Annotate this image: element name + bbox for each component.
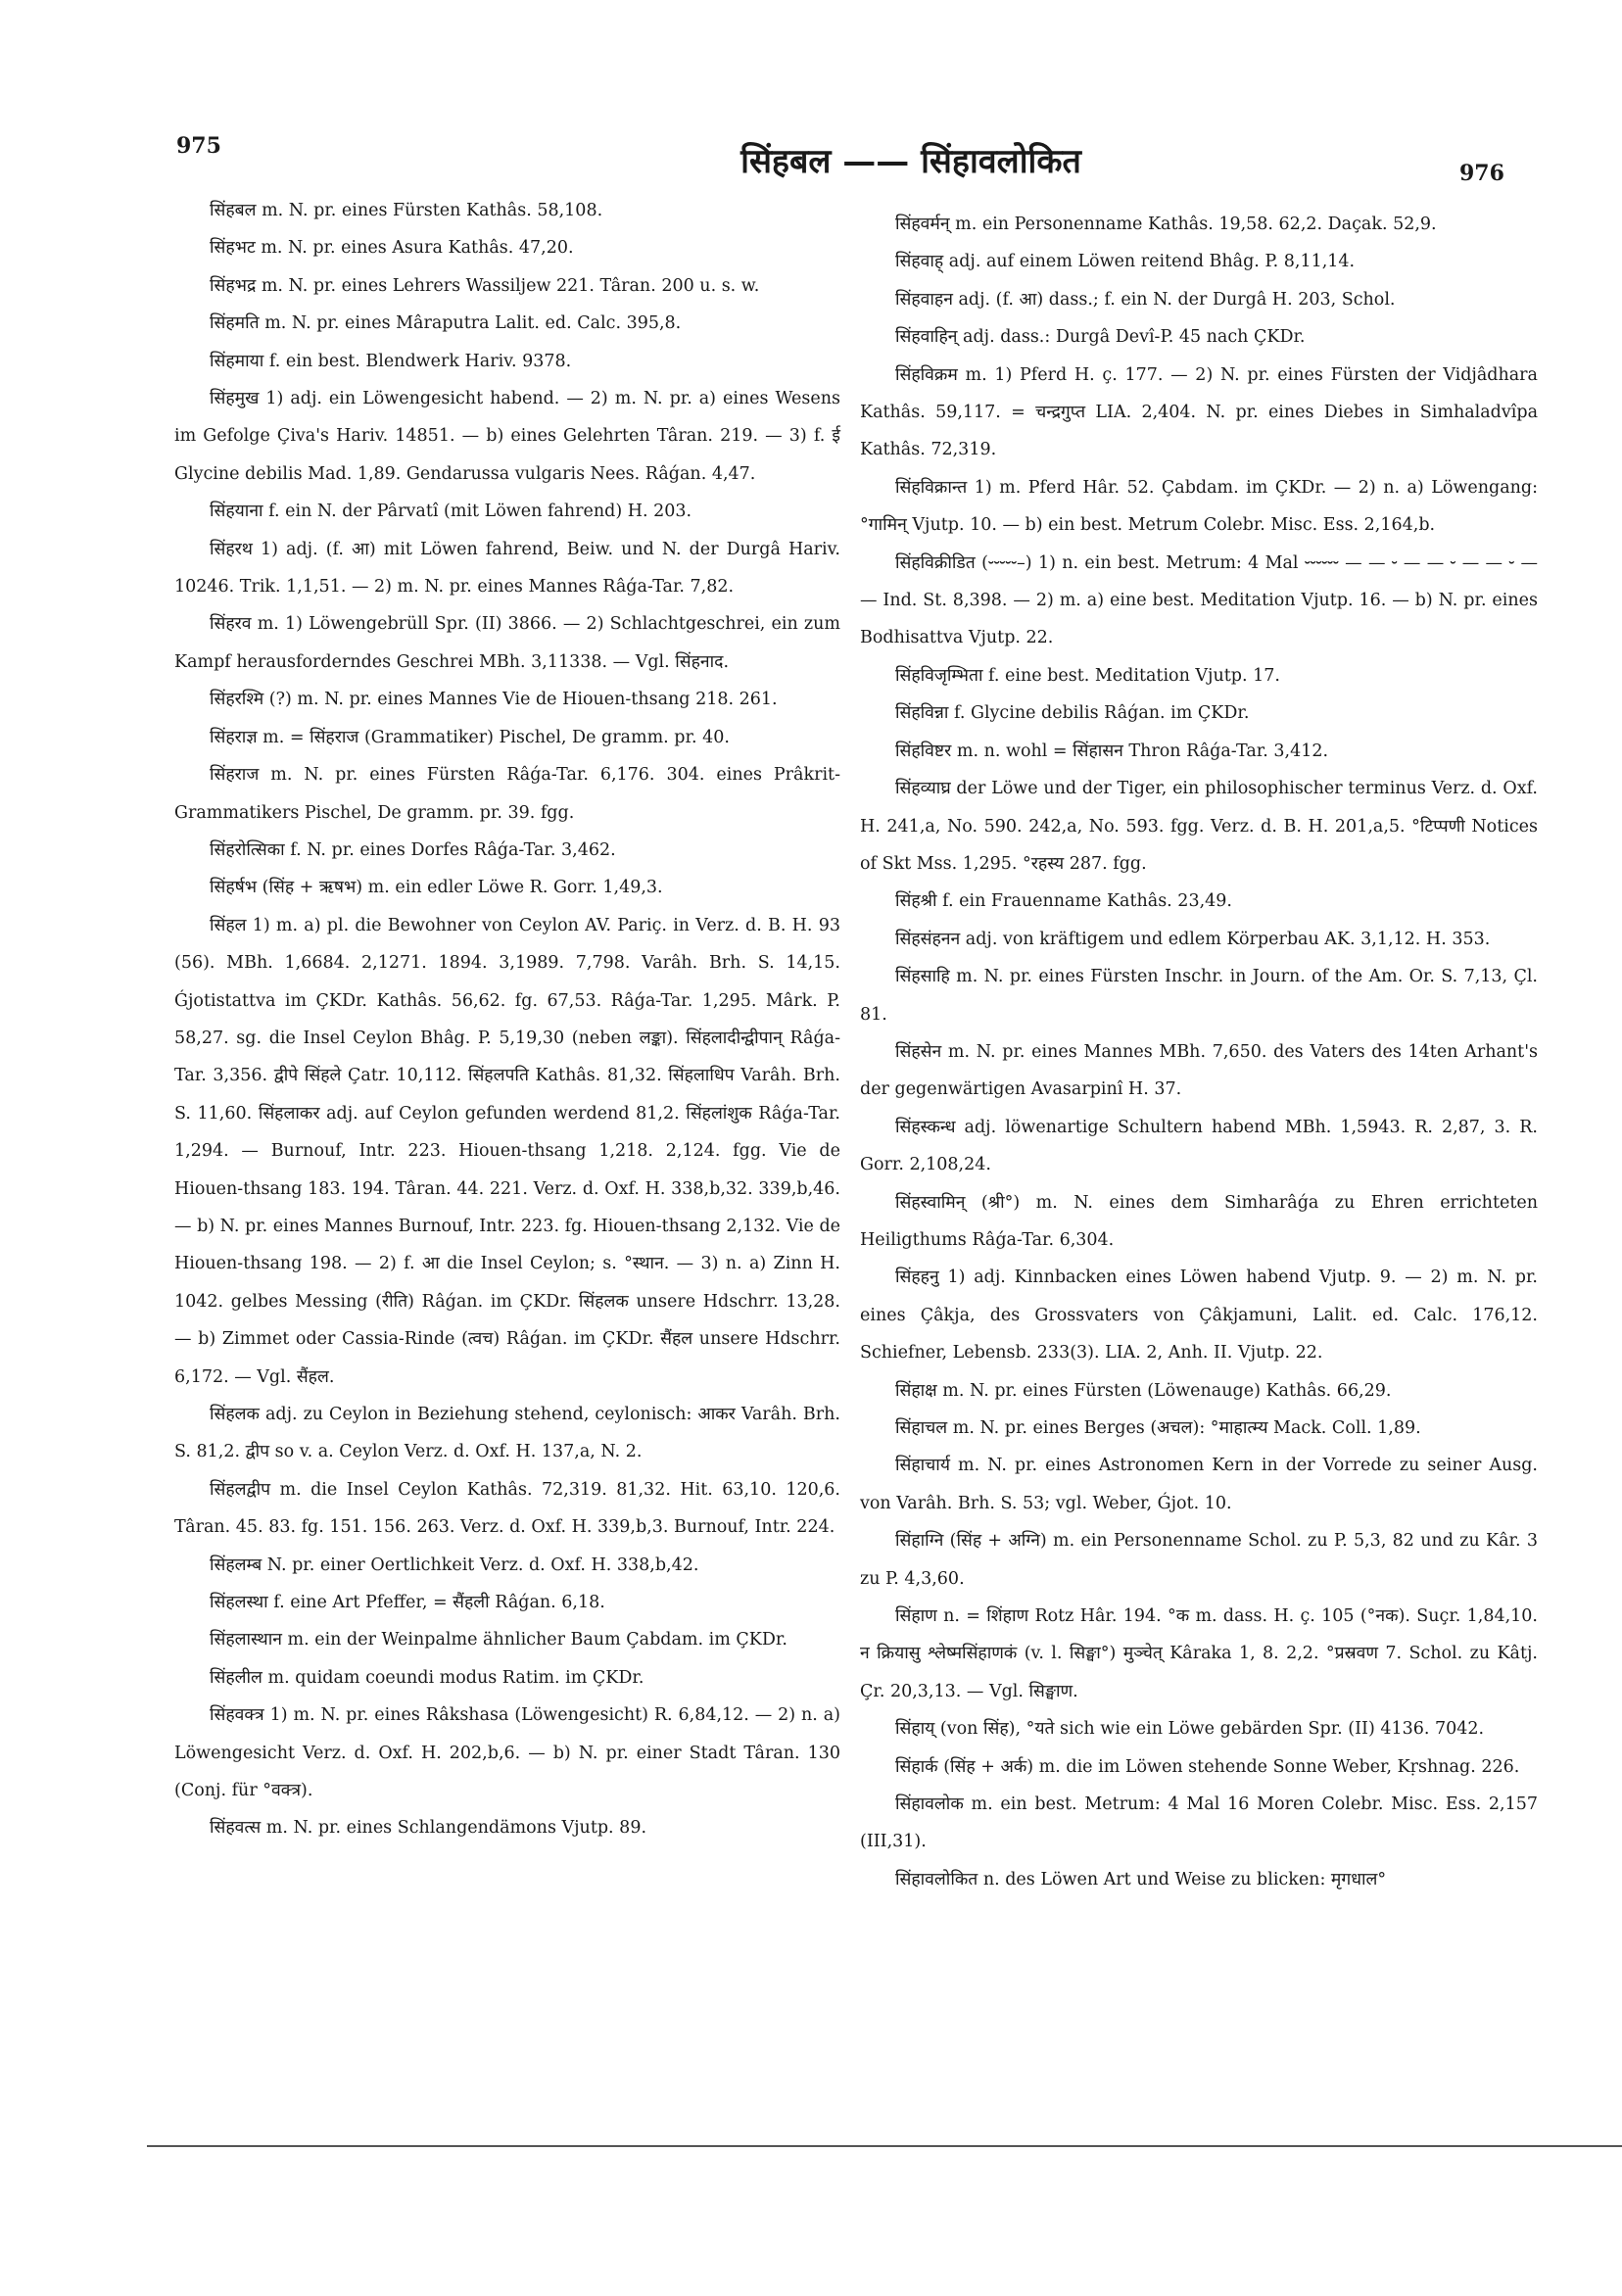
dictionary-entry: सिंहसंहनन adj. von kräftigem und edlem Körperbau AK. 3,1,12. H. 353. [895, 929, 1491, 949]
dictionary-entry: सिंहवाहन adj. (f. आ) dass.; f. ein N. der Durgâ H. 203, Schol. [895, 289, 1396, 310]
dictionary-entry: सिंहाग्नि (सिंह + अग्नि) m. ein Personenname Schol. zu P. 5,3, 82 und zu Kâr. 3 zu P. 4,3,60. [860, 1531, 1538, 1589]
dictionary-entry: सिंहमाया f. ein best. Blendwerk Hariv. 9378. [210, 351, 572, 371]
dictionary-entry: सिंहार्क (सिंह + अर्क) m. die im Löwen stehende Sonne Weber, Kṛshnag. 226. [895, 1756, 1520, 1777]
dictionary-entry: सिंहश्री f. ein Frauenname Kathâs. 23,49. [895, 891, 1232, 912]
dictionary-entry: सिंहल 1) m. a) pl. die Bewohner von Ceylon AV. Pariç. in Verz. d. B. H. 93 (56). MBh. 1,6684. 2,1271. 1894. 3,1989. 7,798. Varâh. Brh. S. 14,15. Ǵjotistattva im ÇKDr. Kathâs. 56,62. fg. 67,53. Râǵa-Tar. 1,295. Mârk. P. 58,27. sg. die Insel Ceylon Bhâg. P. 5,19,30 (neben लङ्का). सिंहलादीन्द्वीपान् Râǵa-Tar. 3,356. द्वीपे सिंहले Çatr. 10,112. सिंहलपति Kathâs. 81,32. सिंहलाधिप Varâh. Brh. S. 11,60. सिंहलाकर adj. auf Ceylon gefunden werdend 81,2. सिंहलांशुक Râǵa-Tar. 1,294. — Burnouf, Intr. 223. Hiouen-thsang 1,218. 2,124. fgg. Vie de Hiouen-thsang 183. 194. Târan. 44. 221. Verz. d. Oxf. H. 338,b,32. 339,b,46. — b) N. pr. eines Mannes Burnouf, Intr. 223. fg. Hiouen-thsang 2,132. Vie de Hiouen-thsang 198. — 2) f. आ die Insel Ceylon; s. °स्थान. — 3) n. a) Zinn H. 1042. gelbes Messing (रीति) Râǵan. im ÇKDr. सिंहलक unsere Hdschrr. 13,28. — b) Zimmet oder Cassia-Rinde (त्वच) Râǵan. im ÇKDr. सैंहल unsere Hdschrr. 6,172. — Vgl. सैंहल. [174, 915, 840, 1387]
right-column [860, 206, 1538, 1898]
dictionary-entry: सिंहसेन m. N. pr. eines Mannes MBh. 7,650. des Vaters des 14ten Arhant's der gegenwärtigen Avasarpinî H. 37. [860, 1041, 1538, 1100]
dictionary-entry: सिंहलस्था f. eine Art Pfeffer, = सैंहली Râǵan. 6,18. [210, 1593, 605, 1613]
dictionary-entry: सिंहविक्रीडित (⏑⏑⏑⏑⏑–) 1) n. ein best. Metrum: 4 Mal ⏑⏑⏑⏑⏑⏑ — — ⏑ — — ⏑ — — ⏑ — — Ind. St. 8,398. — 2) m. a) eine best. Meditation Vjutp. 16. — b) N. pr. eines Bodhisattva Vjutp. 22. [860, 552, 1538, 648]
page-number-left: 975 [176, 133, 221, 159]
dictionary-entry: सिंहव्याघ्र der Löwe und der Tiger, ein philosophischer terminus Verz. d. Oxf. H. 241,a, No. 590. 242,a, No. 593. fgg. Verz. d. B. H. 201,a,5. °टिप्पणी Notices of Skt Mss. 1,295. °रहस्य 287. fgg. [860, 779, 1538, 874]
dictionary-entry: सिंहलद्वीप m. die Insel Ceylon Kathâs. 72,319. 81,32. Hit. 63,10. 120,6. Târan. 45. 83. fg. 151. 156. 263. Verz. d. Oxf. H. 339,b,3. Burnouf, Intr. 224. [174, 1479, 840, 1538]
left-column [174, 192, 840, 1847]
dictionary-entry: सिंहभद्र m. N. pr. eines Lehrers Wassiljew 221. Târan. 200 u. s. w. [210, 275, 760, 296]
dictionary-entry: सिंहयाना f. ein N. der Pârvatî (mit Löwen fahrend) H. 203. [210, 502, 692, 522]
dictionary-entry: सिंहरोत्सिका f. N. pr. eines Dorfes Râǵa-Tar. 3,462. [210, 839, 616, 860]
dictionary-entry: सिंहलील m. quidam coeundi modus Ratim. im ÇKDr. [210, 1667, 644, 1688]
dictionary-entry: सिंहावलोकित n. des Löwen Art und Weise zu blicken: मृगधाल° [895, 1869, 1387, 1889]
dictionary-entry: सिंहरव m. 1) Löwengebrüll Spr. (II) 3866. — 2) Schlachtgeschrei, ein zum Kampf herausforderndes Geschrei MBh. 3,11338. — Vgl. सिंहनाद. [174, 614, 840, 672]
dictionary-entry: सिंहवर्मन् m. ein Personenname Kathâs. 19,58. 62,2. Daçak. 52,9. [895, 215, 1437, 234]
dictionary-entry: सिंहरथ 1) adj. (f. आ) mit Löwen fahrend, Beiw. und N. der Durgâ Hariv. 10246. Trik. 1,1,51. — 2) m. N. pr. eines Mannes Râǵa-Tar. 7,82. [174, 539, 840, 598]
dictionary-entry: सिंहविजृम्भिता f. eine best. Meditation Vjutp. 17. [895, 665, 1280, 686]
dictionary-entry: सिंहाक्ष m. N. pr. eines Fürsten (Löwenauge) Kathâs. 66,29. [895, 1380, 1392, 1401]
dictionary-entry: सिंहवाह् adj. auf einem Löwen reitend Bhâg. P. 8,11,14. [895, 252, 1356, 272]
dictionary-entry: सिंहराज m. N. pr. eines Fürsten Râǵa-Tar. 6,176. 304. eines Prâkrit-Grammatikers Pischel, De gramm. pr. 39. fgg. [174, 765, 840, 823]
dictionary-entry: सिंहवक्त्र 1) m. N. pr. eines Râkshasa (Löwengesicht) R. 6,84,12. — 2) n. a) Löwengesicht Verz. d. Oxf. H. 202,b,6. — b) N. pr. einer Stadt Târan. 130 (Conj. für °वक्त्र). [174, 1705, 840, 1801]
dictionary-entry: सिंहलम्ब N. pr. einer Oertlichkeit Verz. d. Oxf. H. 338,b,42. [210, 1555, 699, 1575]
dictionary-entry: सिंहविन्ना f. Glycine debilis Râǵan. im ÇKDr. [895, 703, 1250, 724]
dictionary-entry: सिंहभट m. N. pr. eines Asura Kathâs. 47,20. [210, 238, 574, 259]
dictionary-entry: सिंहविक्रान्त 1) m. Pferd Hâr. 52. Çabdam. im ÇKDr. — 2) n. a) Löwengang: °गामिन् Vjutp. 10. — b) ein best. Metrum Colebr. Misc. Ess. 2,164,b. [860, 477, 1538, 536]
dictionary-entry: सिंहस्कन्ध adj. löwenartige Schultern habend MBh. 1,5943. R. 2,87, 3. R. Gorr. 2,108,24. [860, 1117, 1538, 1175]
dictionary-entry: सिंहविष्टर m. n. wohl = सिंहासन Thron Râǵa-Tar. 3,412. [895, 741, 1329, 761]
dictionary-entry: सिंहबल m. N. pr. eines Fürsten Kathâs. 58,108. [210, 201, 603, 220]
dictionary-entry: सिंहरश्मि (?) m. N. pr. eines Mannes Vie de Hiouen-thsang 218. 261. [210, 690, 778, 710]
dictionary-entry: सिंहसाहि m. N. pr. eines Fürsten Inschr. in Journ. of the Am. Or. S. 7,13, Çl. 81. [860, 967, 1538, 1025]
dictionary-entry: सिंहाय् (von सिंह), °यते sich wie ein Löwe gebärden Spr. (II) 4136. 7042. [895, 1719, 1485, 1740]
dictionary-entry: सिंहावलोक m. ein best. Metrum: 4 Mal 16 Moren Colebr. Misc. Ess. 2,157 (III,31). [860, 1794, 1538, 1852]
dictionary-entry: सिंहविक्रम m. 1) Pferd H. ç. 177. — 2) N. pr. eines Fürsten der Vidjâdhara Kathâs. 59,117. = चन्द्रगुप्त LIA. 2,404. N. pr. eines Diebes in Simhaladvîpa Kathâs. 72,319. [860, 364, 1538, 460]
running-header: सिंहबल —— सिंहावलोकित [740, 142, 1081, 181]
dictionary-entry: सिंहाचार्य m. N. pr. eines Astronomen Kern in der Vorrede zu seiner Ausg. von Varâh. Brh. S. 53; vgl. Weber, Ǵjot. 10. [860, 1456, 1538, 1513]
dictionary-entry: सिंहाण n. = शिंहाण Rotz Hâr. 194. °क m. dass. H. ç. 105 (°नक). Suçr. 1,84,10. न क्रियासु श्लेष्मसिंहाणकं (v. l. सिङ्घा°) मुञ्चेत् Kâraka 1, 8. 2,2. °प्रस्रवण 7. Schol. zu Kâtj. Çr. 20,3,13. — Vgl. सिङ्घाण. [860, 1606, 1538, 1701]
dictionary-entry: सिंहलास्थान m. ein der Weinpalme ähnlicher Baum Çabdam. im ÇKDr. [210, 1630, 787, 1650]
dictionary-entry: सिंहवाहिन् adj. dass.: Durgâ Devî-P. 45 nach ÇKDr. [895, 327, 1306, 348]
dictionary-entry: सिंहलक adj. zu Ceylon in Beziehung stehend, ceylonisch: आकर Varâh. Brh. S. 81,2. द्वीप so v. a. Ceylon Verz. d. Oxf. H. 137,a, N. 2. [174, 1405, 840, 1462]
dictionary-entry: सिंहर्षभ (सिंह + ऋषभ) m. ein edler Löwe R. Gorr. 1,49,3. [210, 878, 663, 898]
dictionary-entry: सिंहस्वामिन् (श्री°) m. N. eines dem Simharâǵa zu Ehren errichteten Heiligthums Râǵa-Tar. 6,304. [860, 1192, 1538, 1250]
dictionary-entry: सिंहमति m. N. pr. eines Mâraputra Lalit. ed. Calc. 395,8. [210, 313, 682, 334]
dictionary-entry: सिंहाचल m. N. pr. eines Berges (अचल): °माहात्म्य Mack. Coll. 1,89. [895, 1418, 1421, 1438]
dictionary-entry: सिंहराज्ञ m. = सिंहराज (Grammatiker) Pischel, De gramm. pr. 40. [210, 727, 730, 747]
dictionary-entry: सिंहहनु 1) adj. Kinnbacken eines Löwen habend Vjutp. 9. — 2) m. N. pr. eines Çâkja, des Grossvaters von Çâkjamuni, Lalit. ed. Calc. 176,12. Schiefner, Lebensb. 233(3). LIA. 2, Anh. II. Vjutp. 22. [860, 1268, 1538, 1363]
footer-rule [147, 2145, 1622, 2147]
page-number-right: 976 [1459, 161, 1504, 186]
dictionary-entry: सिंहमुख 1) adj. ein Löwengesicht habend. — 2) m. N. pr. a) eines Wesens im Gefolge Çiva's Hariv. 14851. — b) eines Gelehrten Târan. 219. — 3) f. ई Glycine debilis Mad. 1,89. Gendarussa vulgaris Nees. Râǵan. 4,47. [174, 389, 840, 484]
dictionary-entry: सिंहवत्स m. N. pr. eines Schlangendämons Vjutp. 89. [210, 1818, 647, 1839]
